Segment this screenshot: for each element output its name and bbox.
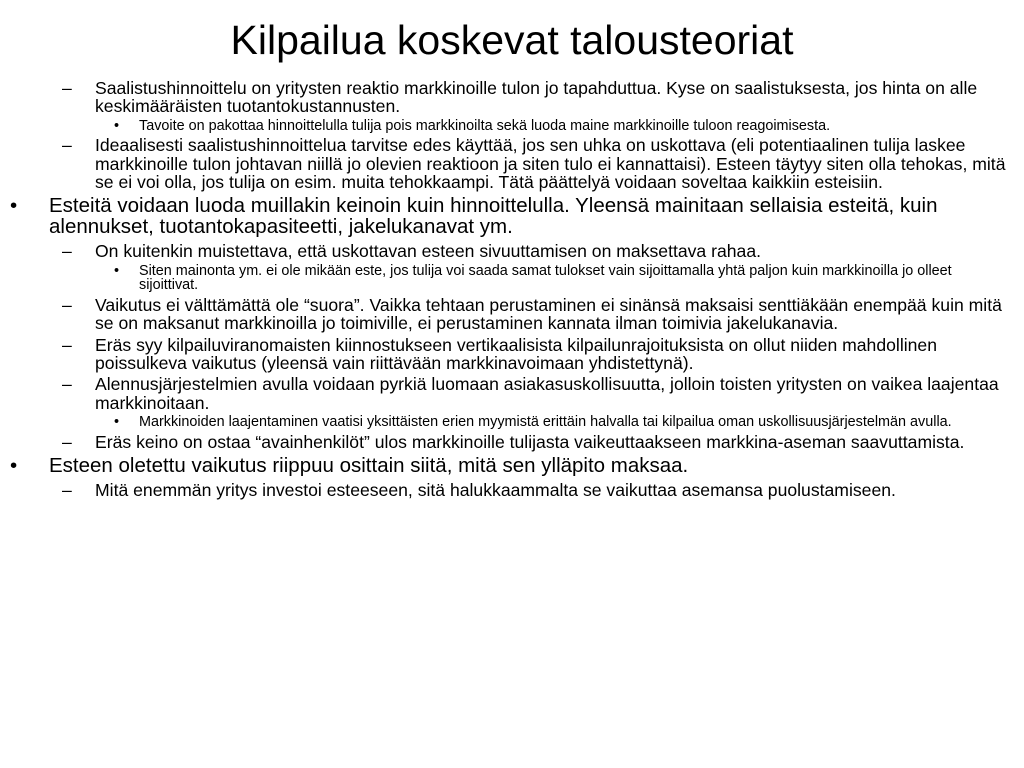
list-item-text: On kuitenkin muistettava, että uskottavan esteen sivuuttamisen on maksettava rahaa. xyxy=(95,241,761,262)
bullet-marker: • xyxy=(10,454,18,478)
list-item xyxy=(0,136,1024,191)
list-item-text: Mitä enemmän yritys investoi esteeseen, sitä halukkaammalta se vaikuttaa asemansa puolustamiseen. xyxy=(95,480,896,501)
dash-marker: – xyxy=(62,431,72,452)
list-item xyxy=(0,481,1024,499)
list-item xyxy=(0,242,1024,260)
bullet-marker: • xyxy=(10,194,18,218)
dash-marker: – xyxy=(62,334,72,355)
list-item xyxy=(0,264,1024,294)
list-item-text: Ideaalisesti saalistushinnoittelua tarvitse edes käyttää, jos sen uhka on uskottava (eli potentiaalinen tulija laskee markkinoille tulon johtavan niillä jo olevien reaktioon ja siten tulo ei kannattaisi). Esteen täytyy siten olla tehokas, mitä se ei voi olla, jos tulija on esim. muita tehokkaampi. Tätä päättelyä voidaan soveltaa kaikkiin esteisiin. xyxy=(95,135,1006,192)
bullet-marker: • xyxy=(114,262,120,279)
list-item-text: Siten mainonta ym. ei ole mikään este, jos tulija voi saada samat tulokset vain sijoittamalla yhtä paljon kuin markkinoilla jo olleet sijoittivat. xyxy=(139,262,952,294)
slide-title: Kilpailua koskevat talousteoriat xyxy=(230,17,794,63)
list-item-text: Alennusjärjestelmien avulla voidaan pyrkiä luomaan asiakasuskollisuutta, jolloin toisten yritysten on vaikea laajentaa markkinoitaan. xyxy=(95,374,999,413)
list-item xyxy=(0,375,1024,412)
list-item-text: Markkinoiden laajentaminen vaatisi yksittäisten erien myymistä erittäin halvalla tai kilpailua oman uskollisuusjärjestelmän avulla. xyxy=(139,413,952,430)
list-item-text: Eräs syy kilpailuviranomaisten kiinnostukseen vertikaalisista kilpailunrajoituksista on ollut niiden mahdollinen poissulkeva vaikutus (yleensä vain riittävään markkinavoimaan yhdistettynä). xyxy=(95,334,937,374)
list-item-text: Esteitä voidaan luoda muillakin keinoin kuin hinnoittelulla. Yleensä mainitaan sellaisia esteitä, kuin alennukset, tuotantokapasiteetti, jakelukanavat ym. xyxy=(49,194,938,239)
dash-marker: – xyxy=(62,480,72,501)
dash-marker: – xyxy=(62,295,72,316)
list-item xyxy=(0,195,1024,237)
list-item-text: Esteen oletettu vaikutus riippuu osittain siitä, mitä sen ylläpito maksaa. xyxy=(49,454,689,478)
list-item xyxy=(0,415,1024,430)
list-item-text: Eräs keino on ostaa “avainhenkilöt” ulos markkinoille tulijasta vaikeuttaakseen markkina-aseman saavuttamista. xyxy=(95,431,965,452)
bullet-marker: • xyxy=(114,413,120,430)
dash-marker: – xyxy=(62,78,72,98)
list-item xyxy=(0,433,1024,451)
dash-marker: – xyxy=(62,135,72,156)
list-item xyxy=(0,296,1024,333)
list-item-text: Vaikutus ei välttämättä ole “suora”. Vaikka tehtaan perustaminen ei sinänsä maksaisi senttiäkään enempää kuin mitä se on maksanut markkinoilla jo toimiville, ei perustaminen kannata ilman toimivia jakelukanavia. xyxy=(95,295,1002,334)
dash-marker: – xyxy=(62,374,72,395)
list-item xyxy=(0,79,1024,116)
dash-marker: – xyxy=(62,241,72,262)
list-item xyxy=(0,336,1024,373)
bullet-marker: • xyxy=(114,117,120,134)
list-item-text: Saalistushinnoittelu on yritysten reaktio markkinoille tulon jo tapahduttua. Kyse on saalistuksesta, jos hinta on alle keskimääräisten tuotantokustannusten. xyxy=(95,78,978,117)
list-item xyxy=(0,455,1024,476)
slide-content xyxy=(0,78,1024,502)
list-item xyxy=(0,119,1024,134)
list-item-text: Tavoite on pakottaa hinnoittelulla tulija pois markkinoilta sekä luoda maine markkinoille tuloon reagoimisesta. xyxy=(139,117,831,134)
